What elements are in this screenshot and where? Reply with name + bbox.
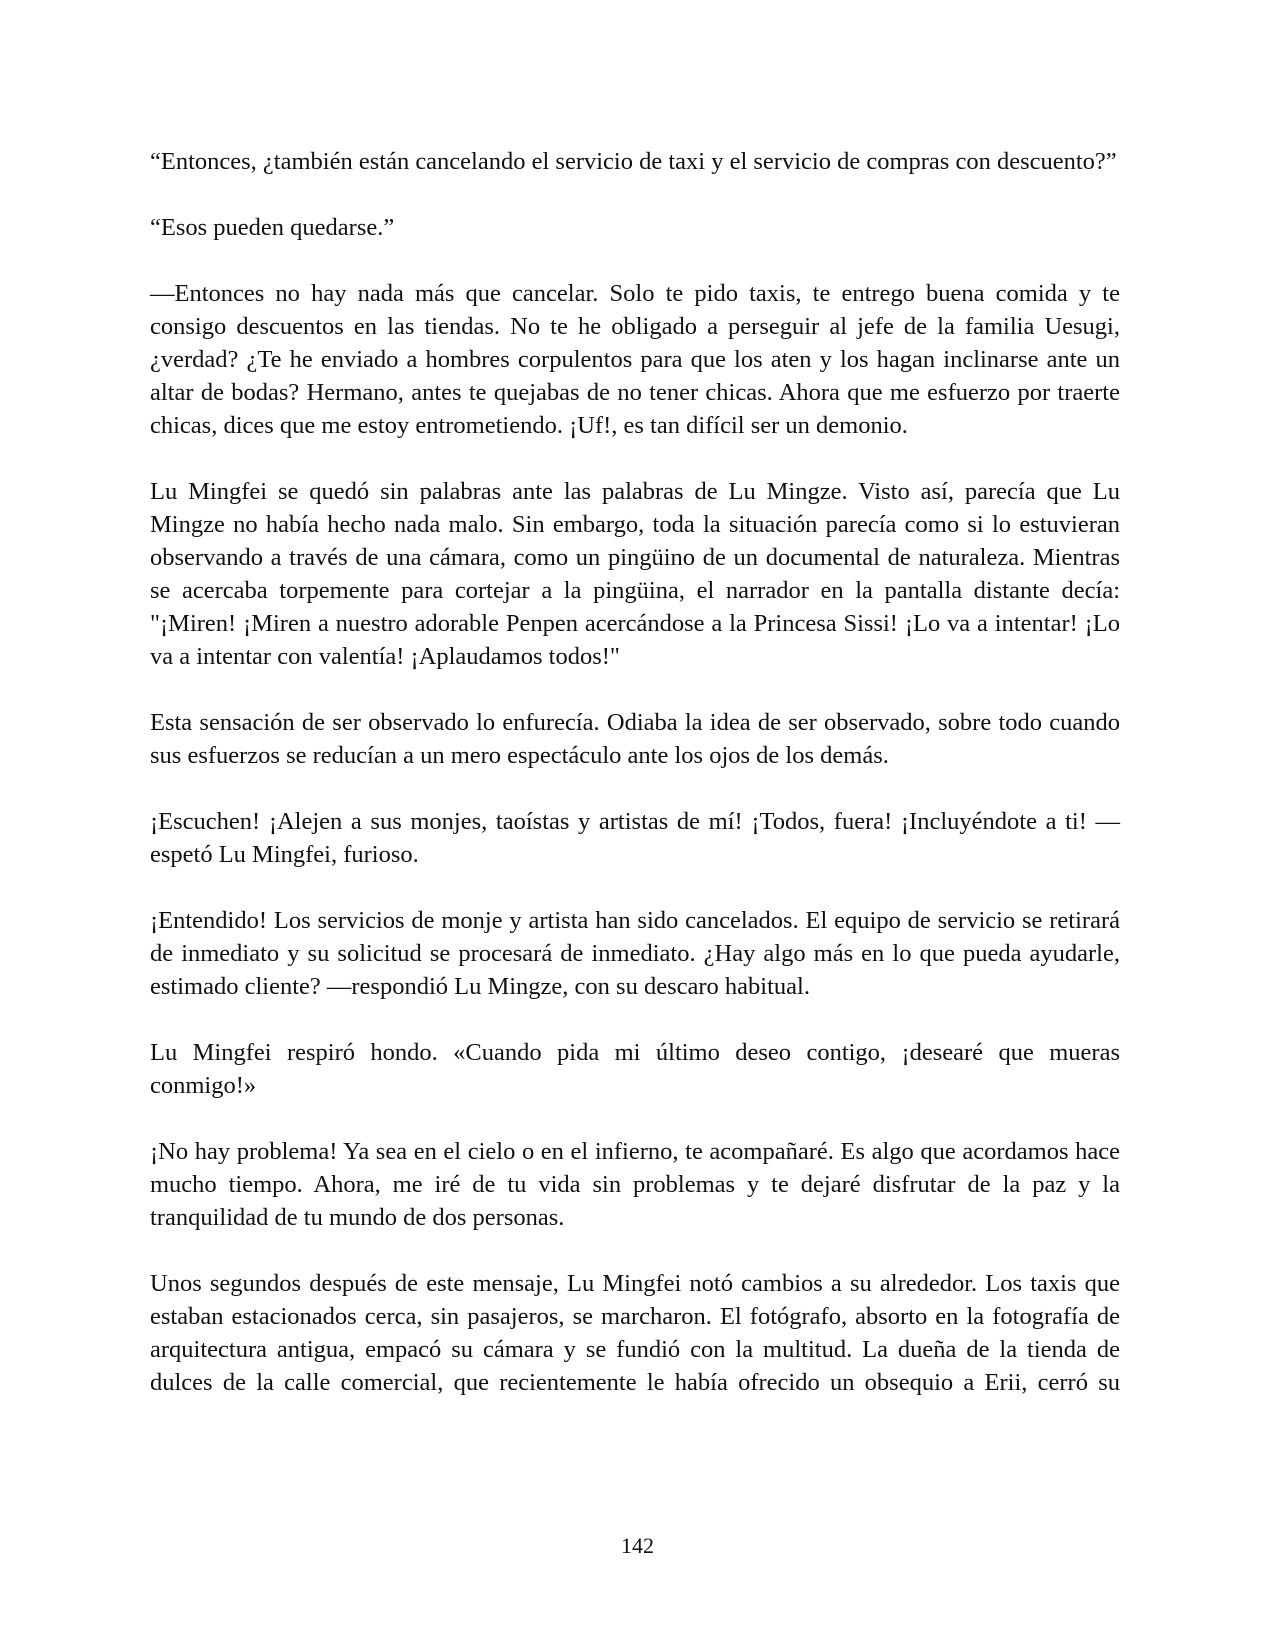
paragraph: —Entonces no hay nada más que cancelar. Solo te pido taxis, te entrego buena comida y te consigo descuentos en las tiendas. No te he obligado a perseguir al jefe de la familia Uesugi, ¿verdad? ¿Te he enviado a hombres corpulentos para que los aten y los hagan inclinarse ante un altar de bodas? Hermano, antes te quejabas de no tener chicas. Ahora que me esfuerzo por traerte chicas, dices que me estoy entrometiendo. ¡Uf!, es tan difícil ser un demonio. [150,280,1120,439]
page-number: 142 [621,1533,654,1558]
page-body [150,145,1120,1399]
paragraph: ¡Escuchen! ¡Alejen a sus monjes, taoístas y artistas de mí! ¡Todos, fuera! ¡Incluyéndote a ti! —espetó Lu Mingfei, furioso. [150,808,1120,868]
paragraph: Lu Mingfei respiró hondo. «Cuando pida mi último deseo contigo, ¡desearé que mueras conmigo!» [150,1039,1120,1099]
paragraph: “Esos pueden quedarse.” [150,214,395,241]
paragraph: “Entonces, ¿también están cancelando el servicio de taxi y el servicio de compras con descuento?” [150,148,1117,175]
paragraph: Lu Mingfei se quedó sin palabras ante las palabras de Lu Mingze. Visto así, parecía que Lu Mingze no había hecho nada malo. Sin embargo, toda la situación parecía como si lo estuvieran observando a través de una cámara, como un pingüino de un documental de naturaleza. Mientras se acercaba torpemente para cortejar a la pingüina, el narrador en la pantalla distante decía: "¡Miren! ¡Miren a nuestro adorable Penpen acercándose a la Princesa Sissi! ¡Lo va a intentar! ¡Lo va a intentar con valentía! ¡Aplaudamos todos!" [150,478,1120,670]
paragraph: ¡No hay problema! Ya sea en el cielo o en el infierno, te acompañaré. Es algo que acordamos hace mucho tiempo. Ahora, me iré de tu vida sin problemas y te dejaré disfrutar de la paz y la tranquilidad de tu mundo de dos personas. [150,1138,1120,1231]
paragraph: Unos segundos después de este mensaje, Lu Mingfei notó cambios a su alrededor. Los taxis que estaban estacionados cerca, sin pasajeros, se marcharon. El fotógrafo, absorto en la fotografía de arquitectura antigua, empacó su cámara y se fundió con la multitud. La dueña de la tienda de dulces de la calle comercial, que recientemente le había ofrecido un obsequio a Erii, cerró su [150,1270,1120,1396]
paragraph: Esta sensación de ser observado lo enfurecía. Odiaba la idea de ser observado, sobre todo cuando sus esfuerzos se reducían a un mero espectáculo ante los ojos de los demás. [150,709,1120,769]
paragraph: ¡Entendido! Los servicios de monje y artista han sido cancelados. El equipo de servicio se retirará de inmediato y su solicitud se procesará de inmediato. ¿Hay algo más en lo que pueda ayudarle, estimado cliente? —respondió Lu Mingze, con su descaro habitual. [150,907,1120,1000]
